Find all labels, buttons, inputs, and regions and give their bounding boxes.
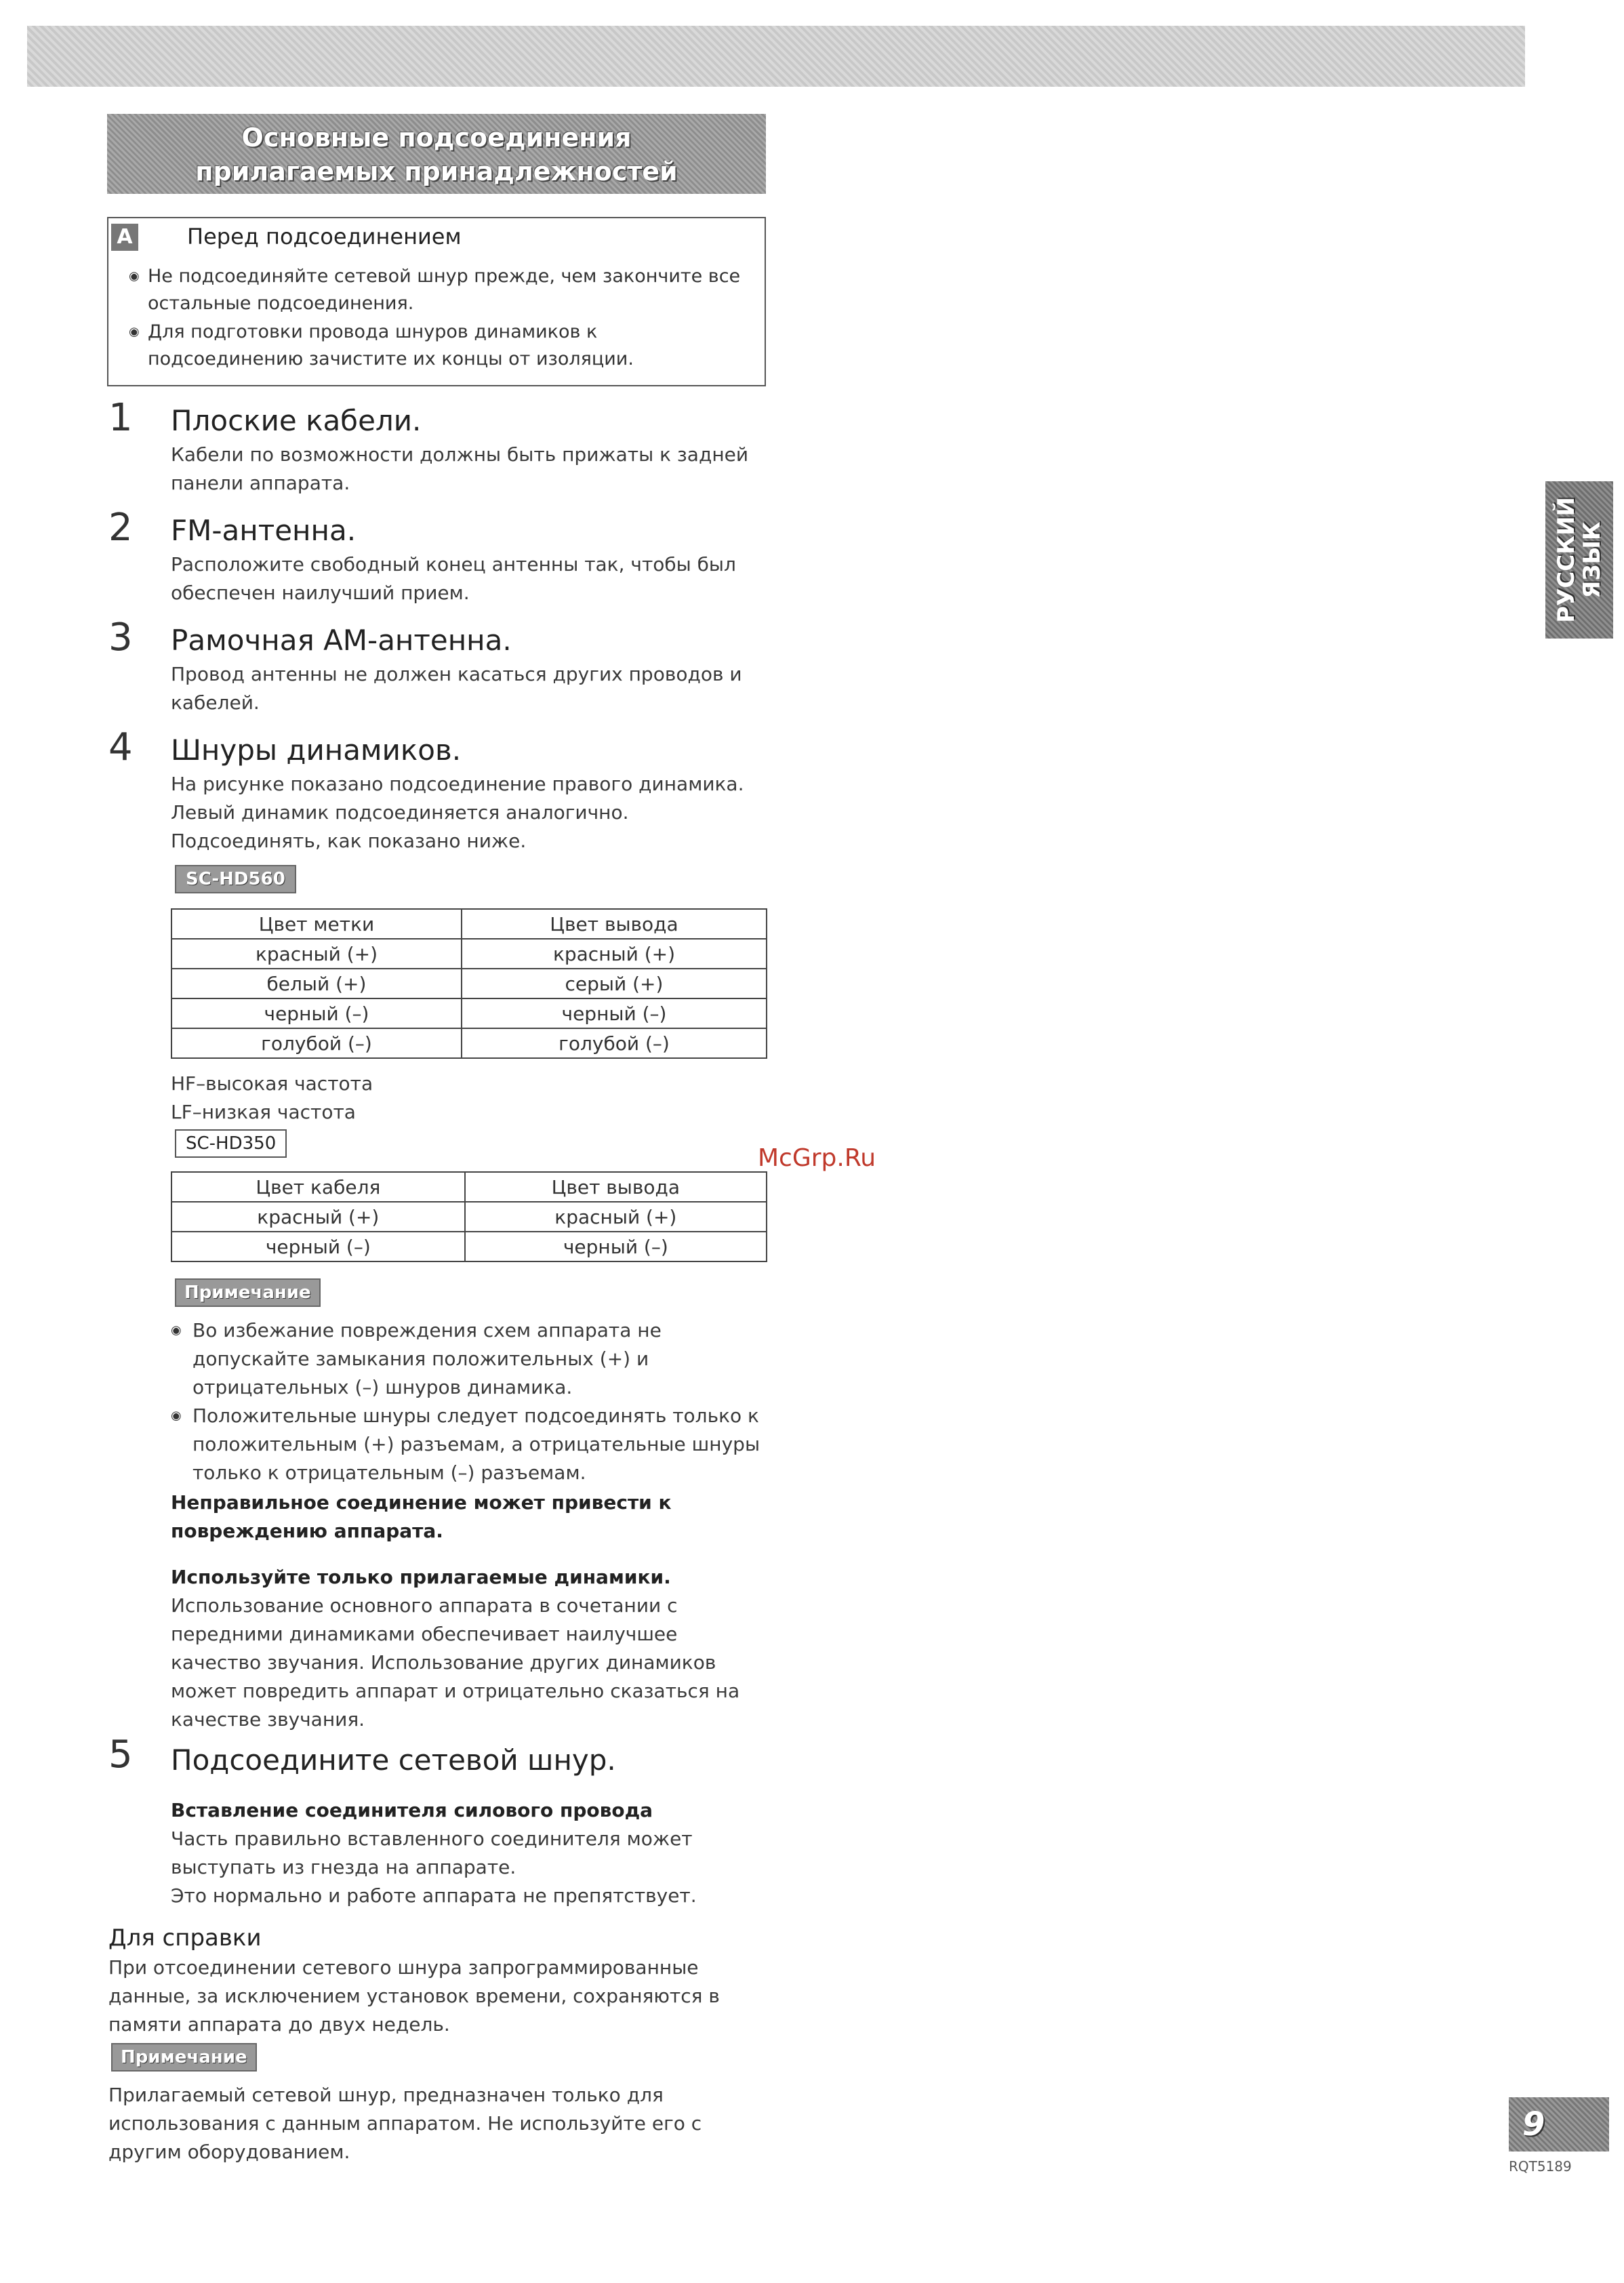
speaker-color-table-hd560 — [171, 908, 767, 1059]
step-title: Рамочная АМ-антенна. — [171, 624, 512, 657]
before-connecting-box — [107, 217, 766, 386]
table-header-row — [171, 1172, 767, 1202]
step-body-line: Расположите свободный конец антенны так, чтобы был — [171, 553, 736, 575]
table-cell: черный (–) — [465, 1232, 767, 1261]
step-title: FM-антенна. — [171, 514, 357, 547]
table-row — [171, 1232, 767, 1261]
step-body — [171, 550, 767, 607]
table-cell: черный (–) — [171, 1232, 465, 1261]
power-connector-heading: Вставление соединителя силового провода — [171, 1799, 653, 1821]
step-body — [171, 770, 767, 855]
power-connector-block — [171, 1796, 767, 1910]
table-cell: голубой (–) — [462, 1028, 767, 1058]
step-title: Подсоедините сетевой шнур. — [171, 1743, 616, 1777]
note-item: ◉ Во избежание повреждения схем аппарата не допускайте замыкания положительных (+) и отрицательных (–) шнуров динамика. — [171, 1316, 767, 1402]
before-connecting-item: ◉ Не подсоединяйте сетевой шнур прежде, чем закончите все остальные подсоединения. — [129, 263, 752, 317]
step-body-line: кабелей. — [171, 691, 260, 714]
reference-block — [108, 1922, 759, 2039]
document-code: RQT5189 — [1509, 2158, 1572, 2175]
reference-heading: Для справки — [108, 1924, 262, 1952]
step-body — [171, 660, 767, 717]
step-body-line: панели аппарата. — [171, 472, 350, 494]
table-row — [171, 1202, 767, 1232]
step-body-line: Левый динамик подсоединяется аналогично. — [171, 801, 629, 824]
language-tab-line-1: РУССКИЙ — [1553, 497, 1580, 623]
table-header-cell: Цвет метки — [171, 909, 462, 939]
step-title: Шнуры динамиков. — [171, 733, 462, 767]
table-row — [171, 1028, 767, 1058]
step-body-line: Провод антенны не должен касаться других проводов и — [171, 663, 742, 685]
table-header-cell: Цвет вывода — [465, 1172, 767, 1202]
step-number: 4 — [108, 725, 133, 769]
page-title-line-1: Основные подсоединения — [241, 123, 632, 153]
model-badge-hd560: SC-HD560 — [175, 865, 296, 893]
table-header-row — [171, 909, 767, 939]
frequency-legend — [171, 1070, 767, 1127]
reference-body: При отсоединении сетевого шнура запрограммированные данные, за исключением установок времени, сохраняются в памяти аппарата до двух недель. — [108, 1956, 720, 2036]
table-cell: серый (+) — [462, 969, 767, 998]
table-cell: черный (–) — [171, 998, 462, 1028]
table-header-cell: Цвет кабеля — [171, 1172, 465, 1202]
speaker-notes-list — [171, 1316, 767, 1487]
table-row — [171, 998, 767, 1028]
table-header-cell: Цвет вывода — [462, 909, 767, 939]
note-item: ◉ Положительные шнуры следует подсоединять только к положительным (+) разъемам, а отрицательные шнуры только к отрицательным (–) разъемам. — [171, 1402, 767, 1487]
model-badge-hd350: SC-HD350 — [175, 1129, 287, 1158]
use-only-block — [171, 1563, 767, 1734]
table-cell: красный (+) — [171, 939, 462, 969]
watermark: McGrp.Ru — [758, 1144, 876, 1172]
before-connecting-item: ◉ Для подготовки провода шнуров динамиков к подсоединению зачистите их концы от изоляции. — [129, 319, 752, 373]
step-number: 3 — [108, 615, 133, 660]
table-cell: красный (+) — [462, 939, 767, 969]
power-cord-note: Прилагаемый сетевой шнур, предназначен только для использования с данным аппаратом. Не используйте его с другим оборудованием. — [108, 2084, 702, 2163]
table-cell: красный (+) — [171, 1202, 465, 1232]
step-number: 2 — [108, 506, 133, 550]
table-row — [171, 939, 767, 969]
warning-text: Неправильное соединение может привести к повреждению аппарата. — [171, 1491, 672, 1542]
language-tab — [1545, 481, 1613, 639]
step-number: 5 — [108, 1733, 133, 1777]
page-number: 9 — [1509, 2097, 1609, 2151]
table-row — [171, 969, 767, 998]
speaker-color-table-hd350 — [171, 1171, 767, 1262]
power-connector-body-2: Это нормально и работе аппарата не препятствует. — [171, 1884, 697, 1907]
step-title: Плоские кабели. — [171, 404, 422, 437]
table-cell: белый (+) — [171, 969, 462, 998]
use-only-body: Использование основного аппарата в сочетании с передними динамиками обеспечивает наилучшее качество звучания. Использование других динамиков может повредить аппарат и отрицательно сказаться на качестве звучания. — [171, 1594, 740, 1731]
power-connector-body: Часть правильно вставленного соединителя может выступать из гнезда на аппарате. — [171, 1827, 693, 1878]
use-only-heading: Используйте только прилагаемые динамики. — [171, 1566, 671, 1588]
step-body-line: На рисунке показано подсоединение правого динамика. — [171, 773, 744, 795]
page-title — [107, 114, 766, 194]
step-body-line: Кабели по возможности должны быть прижаты к задней — [171, 443, 749, 466]
table-cell: голубой (–) — [171, 1028, 462, 1058]
section-a-badge: A — [111, 224, 138, 251]
language-tab-label — [1554, 497, 1605, 623]
note-badge: Примечание — [111, 2043, 257, 2072]
before-connecting-heading: Перед подсоединением — [187, 224, 462, 249]
before-connecting-list — [129, 263, 752, 374]
step-body-line: обеспечен наилучший прием. — [171, 582, 470, 604]
legend-line: LF–низкая частота — [171, 1101, 356, 1123]
step-body-line: Подсоединять, как показано ниже. — [171, 830, 527, 852]
page-title-line-2: прилагаемых принадлежностей — [195, 157, 678, 186]
table-cell: красный (+) — [465, 1202, 767, 1232]
note-badge: Примечание — [175, 1278, 321, 1307]
table-cell: черный (–) — [462, 998, 767, 1028]
top-header-band — [27, 26, 1525, 87]
step-number: 1 — [108, 396, 133, 440]
legend-line: HF–высокая частота — [171, 1072, 373, 1095]
step-body — [171, 441, 767, 498]
language-tab-line-2: ЯЗЫК — [1579, 521, 1606, 599]
